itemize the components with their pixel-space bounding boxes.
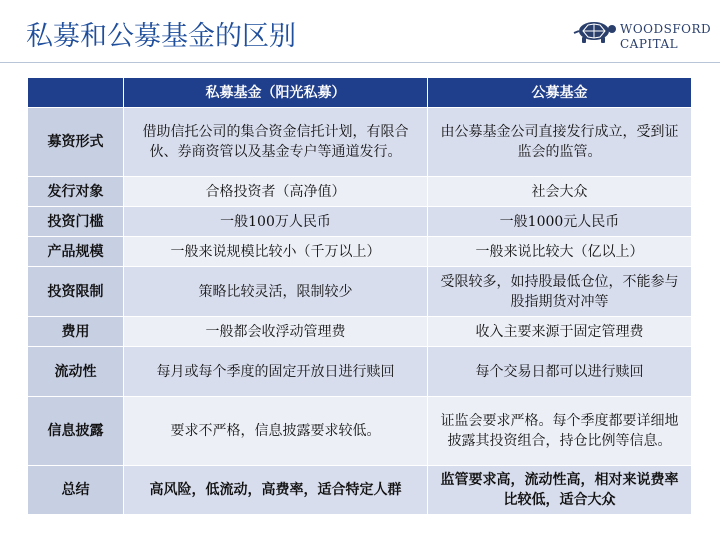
title-divider [0,62,720,63]
table-row [28,237,692,267]
table-row [28,397,692,466]
public-fund-cell: 社会大众 [428,177,692,207]
table-row [28,466,692,515]
table-row [28,317,692,347]
public-fund-cell: 一般1000元人民币 [428,207,692,237]
table-header-row [28,78,692,108]
private-fund-cell: 一般来说规模比较小（千万以上） [124,237,428,267]
logo-text-primary: WOODSFORD [620,22,712,36]
table-row [28,267,692,317]
row-label: 投资限制 [28,267,124,317]
table-header-corner [28,78,124,108]
public-fund-summary-cell: 监管要求高，流动性高，相对来说费率比较低，适合大众 [428,466,692,515]
page-title: 私募和公募基金的区别 [26,21,296,52]
row-label: 投资门槛 [28,207,124,237]
private-fund-cell: 合格投资者（高净值） [124,177,428,207]
logo-text-secondary: CAPITAL [620,37,679,51]
private-fund-cell: 一般都会收浮动管理费 [124,317,428,347]
public-fund-cell: 由公募基金公司直接发行成立，受到证监会的监管。 [428,108,692,177]
private-fund-cell: 要求不严格，信息披露要求较低。 [124,397,428,466]
comparison-table [27,77,692,515]
table-row [28,347,692,397]
private-fund-cell: 一般100万人民币 [124,207,428,237]
table-header-public-fund: 公募基金 [428,78,692,108]
row-label: 流动性 [28,347,124,397]
table-row [28,108,692,177]
turtle-icon [572,16,618,46]
table-row [28,177,692,207]
public-fund-cell: 一般来说比较大（亿以上） [428,237,692,267]
row-label: 信息披露 [28,397,124,466]
public-fund-cell: 收入主要来源于固定管理费 [428,317,692,347]
row-label: 产品规模 [28,237,124,267]
table-header-private-fund: 私募基金（阳光私募） [124,78,428,108]
table-row [28,207,692,237]
private-fund-cell: 每月或每个季度的固定开放日进行赎回 [124,347,428,397]
row-label: 募资形式 [28,108,124,177]
public-fund-cell: 受限较多，如持股最低仓位，不能参与股指期货对冲等 [428,267,692,317]
row-label: 总结 [28,466,124,515]
public-fund-cell: 每个交易日都可以进行赎回 [428,347,692,397]
private-fund-cell: 策略比较灵活，限制较少 [124,267,428,317]
row-label: 费用 [28,317,124,347]
private-fund-summary-cell: 高风险，低流动，高费率，适合特定人群 [124,466,428,515]
row-label: 发行对象 [28,177,124,207]
private-fund-cell: 借助信托公司的集合资金信托计划，有限合伙、券商资管以及基金专户等通道发行。 [124,108,428,177]
company-logo [572,14,712,54]
public-fund-cell: 证监会要求严格。每个季度都要详细地披露其投资组合，持仓比例等信息。 [428,397,692,466]
